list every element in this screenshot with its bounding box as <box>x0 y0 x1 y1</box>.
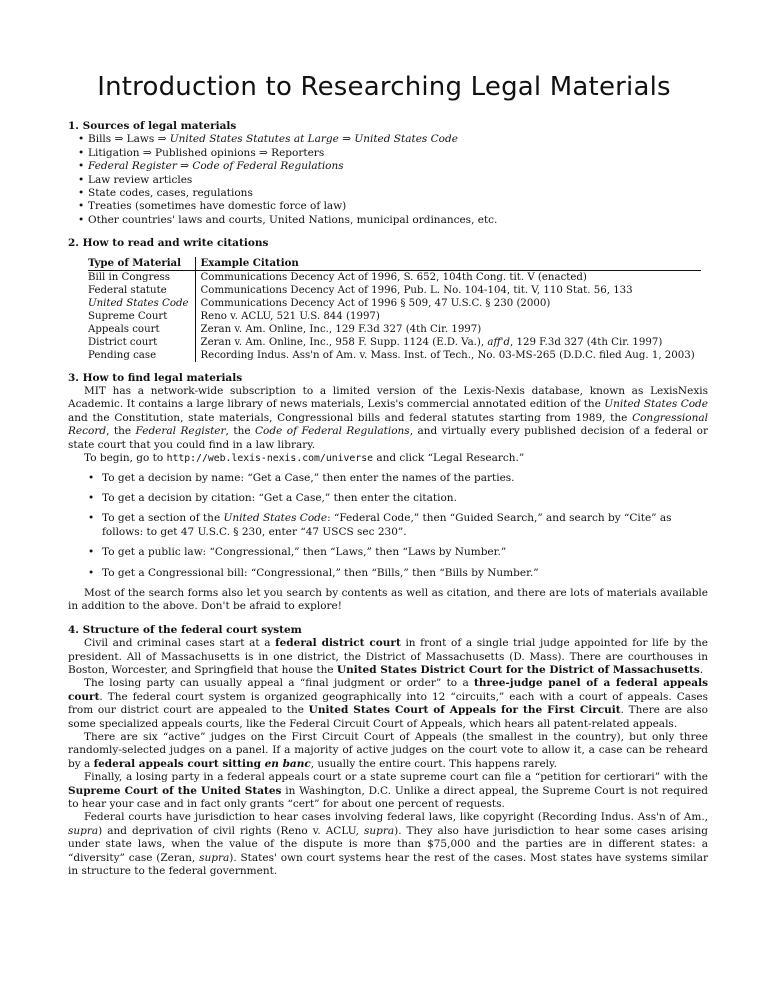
table-row: Supreme Court Reno v. ACLU, 521 U.S. 844 (1997) <box>88 310 701 323</box>
section-finding <box>68 372 708 614</box>
column-header: Example Citation <box>195 257 701 271</box>
paragraph: Federal courts have jurisdiction to hear cases involving federal laws, like copyright (Recording Indus. Ass'n of Am., supra) and deprivation of civil rights (Reno v. ACLU, supra). They also have jurisdiction to hear some cases arising under state laws, when the value of the dispute is more than $75,000 and the parties are in different states: a “diversity” case (Zeran, supra). States' own court systems hear the rest of the cases. Most states have systems similar in structure to the federal government. <box>68 811 709 878</box>
table-row: Pending case Recording Indus. Ass'n of Am. v. Mass. Inst. of Tech., No. 03-MS-265 (D.D.C. filed Aug. 1, 2003) <box>88 349 701 362</box>
list-item: • Litigation ⇒ Published opinions ⇒ Reporters <box>78 146 325 159</box>
list-item: • To get a section of the United States Code: “Federal Code,” then “Guided Search,” and search by “Cite” as follows: to get 47 U.S.C. § 230, enter “47 USCS sec 230”. <box>88 512 672 538</box>
list-item: • Federal Register ⇒ Code of Federal Regulations <box>78 160 344 173</box>
list-item: • To get a decision by citation: “Get a Case,” then enter the citation. <box>88 491 457 504</box>
list-item: • Bills ⇒ Laws ⇒ United States Statutes at Large ⇒ United States Code <box>78 133 458 146</box>
table-row: Bill in Congress Communications Decency Act of 1996, S. 652, 104th Cong. tit. V (enacted) <box>88 270 701 284</box>
bullet-icon: • <box>78 200 85 213</box>
bullet-icon: • <box>78 146 85 159</box>
section-heading: 4. Structure of the federal court system <box>68 623 302 636</box>
bullet-icon: • <box>88 512 95 525</box>
paragraph: The losing party can usually appeal a “final judgment or order” to a three-judge panel of a federal appeals court. The federal court system is organized geographically into 12 “circuits,” each with a court of appeals. Cases from our district court are appealed to the United States Court of Appeals for the First Circuit. There are also some specialized appeals courts, like the Federal Circuit Court of Appeals, which hears all patent-related appeals. <box>68 677 708 730</box>
paragraph: There are six “active” judges on the First Circuit Court of Appeals (the smallest in the country), but only three randomly-selected judges on a panel. If a majority of active judges on the court vote to allow it, a case can be reheard by a federal appeals court sitting en banc, usually the entire court. This happens rarely. <box>68 731 708 770</box>
bullet-icon: • <box>88 546 95 559</box>
page-title: Introduction to Researching Legal Materials <box>97 72 671 102</box>
bullet-icon: • <box>78 160 85 173</box>
list-item: • Law review articles <box>78 173 193 186</box>
paragraph: Civil and criminal cases start at a federal district court in front of a single trial judge appointed for life by the president. All of Massachusetts is in one district, the District of Massachusetts (D. Mass). There are courthouses in Boston, Worcester, and Springfield that house the United States District Court for the District of Massachusetts. <box>68 637 709 676</box>
bullet-icon: • <box>88 491 95 504</box>
table-row: Federal statute Communications Decency Act of 1996, Pub. L. No. 104-104, tit. V, 110 Stat. 56, 133 <box>88 284 701 297</box>
table-row: United States Code Communications Decency Act of 1996 § 509, 47 U.S.C. § 230 (2000) <box>88 297 701 310</box>
lexis-url-link[interactable]: http://web.lexis-nexis.com/universe <box>166 453 374 465</box>
bullet-icon: • <box>78 173 85 186</box>
section-sources <box>68 120 708 227</box>
column-header: Type of Material <box>88 257 195 271</box>
list-item: • To get a Congressional bill: “Congressional,” then “Bills,” then “Bills by Number.” <box>88 566 539 579</box>
section-heading: 2. How to read and write citations <box>68 237 269 250</box>
list-item: • Treaties (sometimes have domestic force of law) <box>78 200 347 213</box>
list-item: • Other countries' laws and courts, United Nations, municipal ordinances, etc. <box>78 213 498 226</box>
paragraph: MIT has a network-wide subscription to a limited version of the Lexis-Nexis database, known as LexisNexis Academic. It contains a large library of news materials, Lexis's commercial annotated edition of the United States Code and the Constitution, state materials, Congressional bills and federal statutes starting from 1989, the Congressional Record, the Federal Register, the Code of Federal Regulations, and virtually every published decision of a federal or state court that you could find in a law library. <box>68 385 708 451</box>
bullet-icon: • <box>88 471 95 484</box>
search-tips-list <box>88 472 708 580</box>
list-item: • To get a public law: “Congressional,” then “Laws,” then “Laws by Number.” <box>88 546 507 559</box>
section-court-structure <box>68 624 708 879</box>
bullet-icon: • <box>78 187 85 200</box>
list-item: • To get a decision by name: “Get a Case,” then enter the names of the parties. <box>88 471 515 484</box>
bullet-icon: • <box>78 133 85 146</box>
paragraph: To begin, go to http://web.lexis-nexis.com/universe and click “Legal Research.” <box>84 452 525 465</box>
table-header-row <box>88 257 701 271</box>
sources-list <box>68 133 708 227</box>
table-row: Appeals court Zeran v. Am. Online, Inc., 129 F.3d 327 (4th Cir. 1997) <box>88 323 701 336</box>
citation-table <box>88 257 701 362</box>
bullet-icon: • <box>88 566 95 579</box>
paragraph: Most of the search forms also let you search by contents as well as citation, and there are lots of materials available in addition to the above. Don't be afraid to explore! <box>68 586 708 613</box>
section-heading: 1. Sources of legal materials <box>68 120 237 132</box>
section-citations <box>68 237 708 361</box>
table-row: District court Zeran v. Am. Online, Inc., 958 F. Supp. 1124 (E.D. Va.), aff'd, 129 F.3d 327 (4th Cir. 1997) <box>88 336 701 349</box>
document-body <box>68 120 708 888</box>
section-heading: 3. How to find legal materials <box>68 371 243 384</box>
list-item: • State codes, cases, regulations <box>78 187 253 200</box>
paragraph: Finally, a losing party in a federal appeals court or a state supreme court can file a “petition for certiorari” with the Supreme Court of the United States in Washington, D.C. Unlike a direct appeal, the Supreme Court is not required to hear your case and in fact only grants “cert” for about one percent of requests. <box>68 771 708 811</box>
bullet-icon: • <box>78 213 85 226</box>
